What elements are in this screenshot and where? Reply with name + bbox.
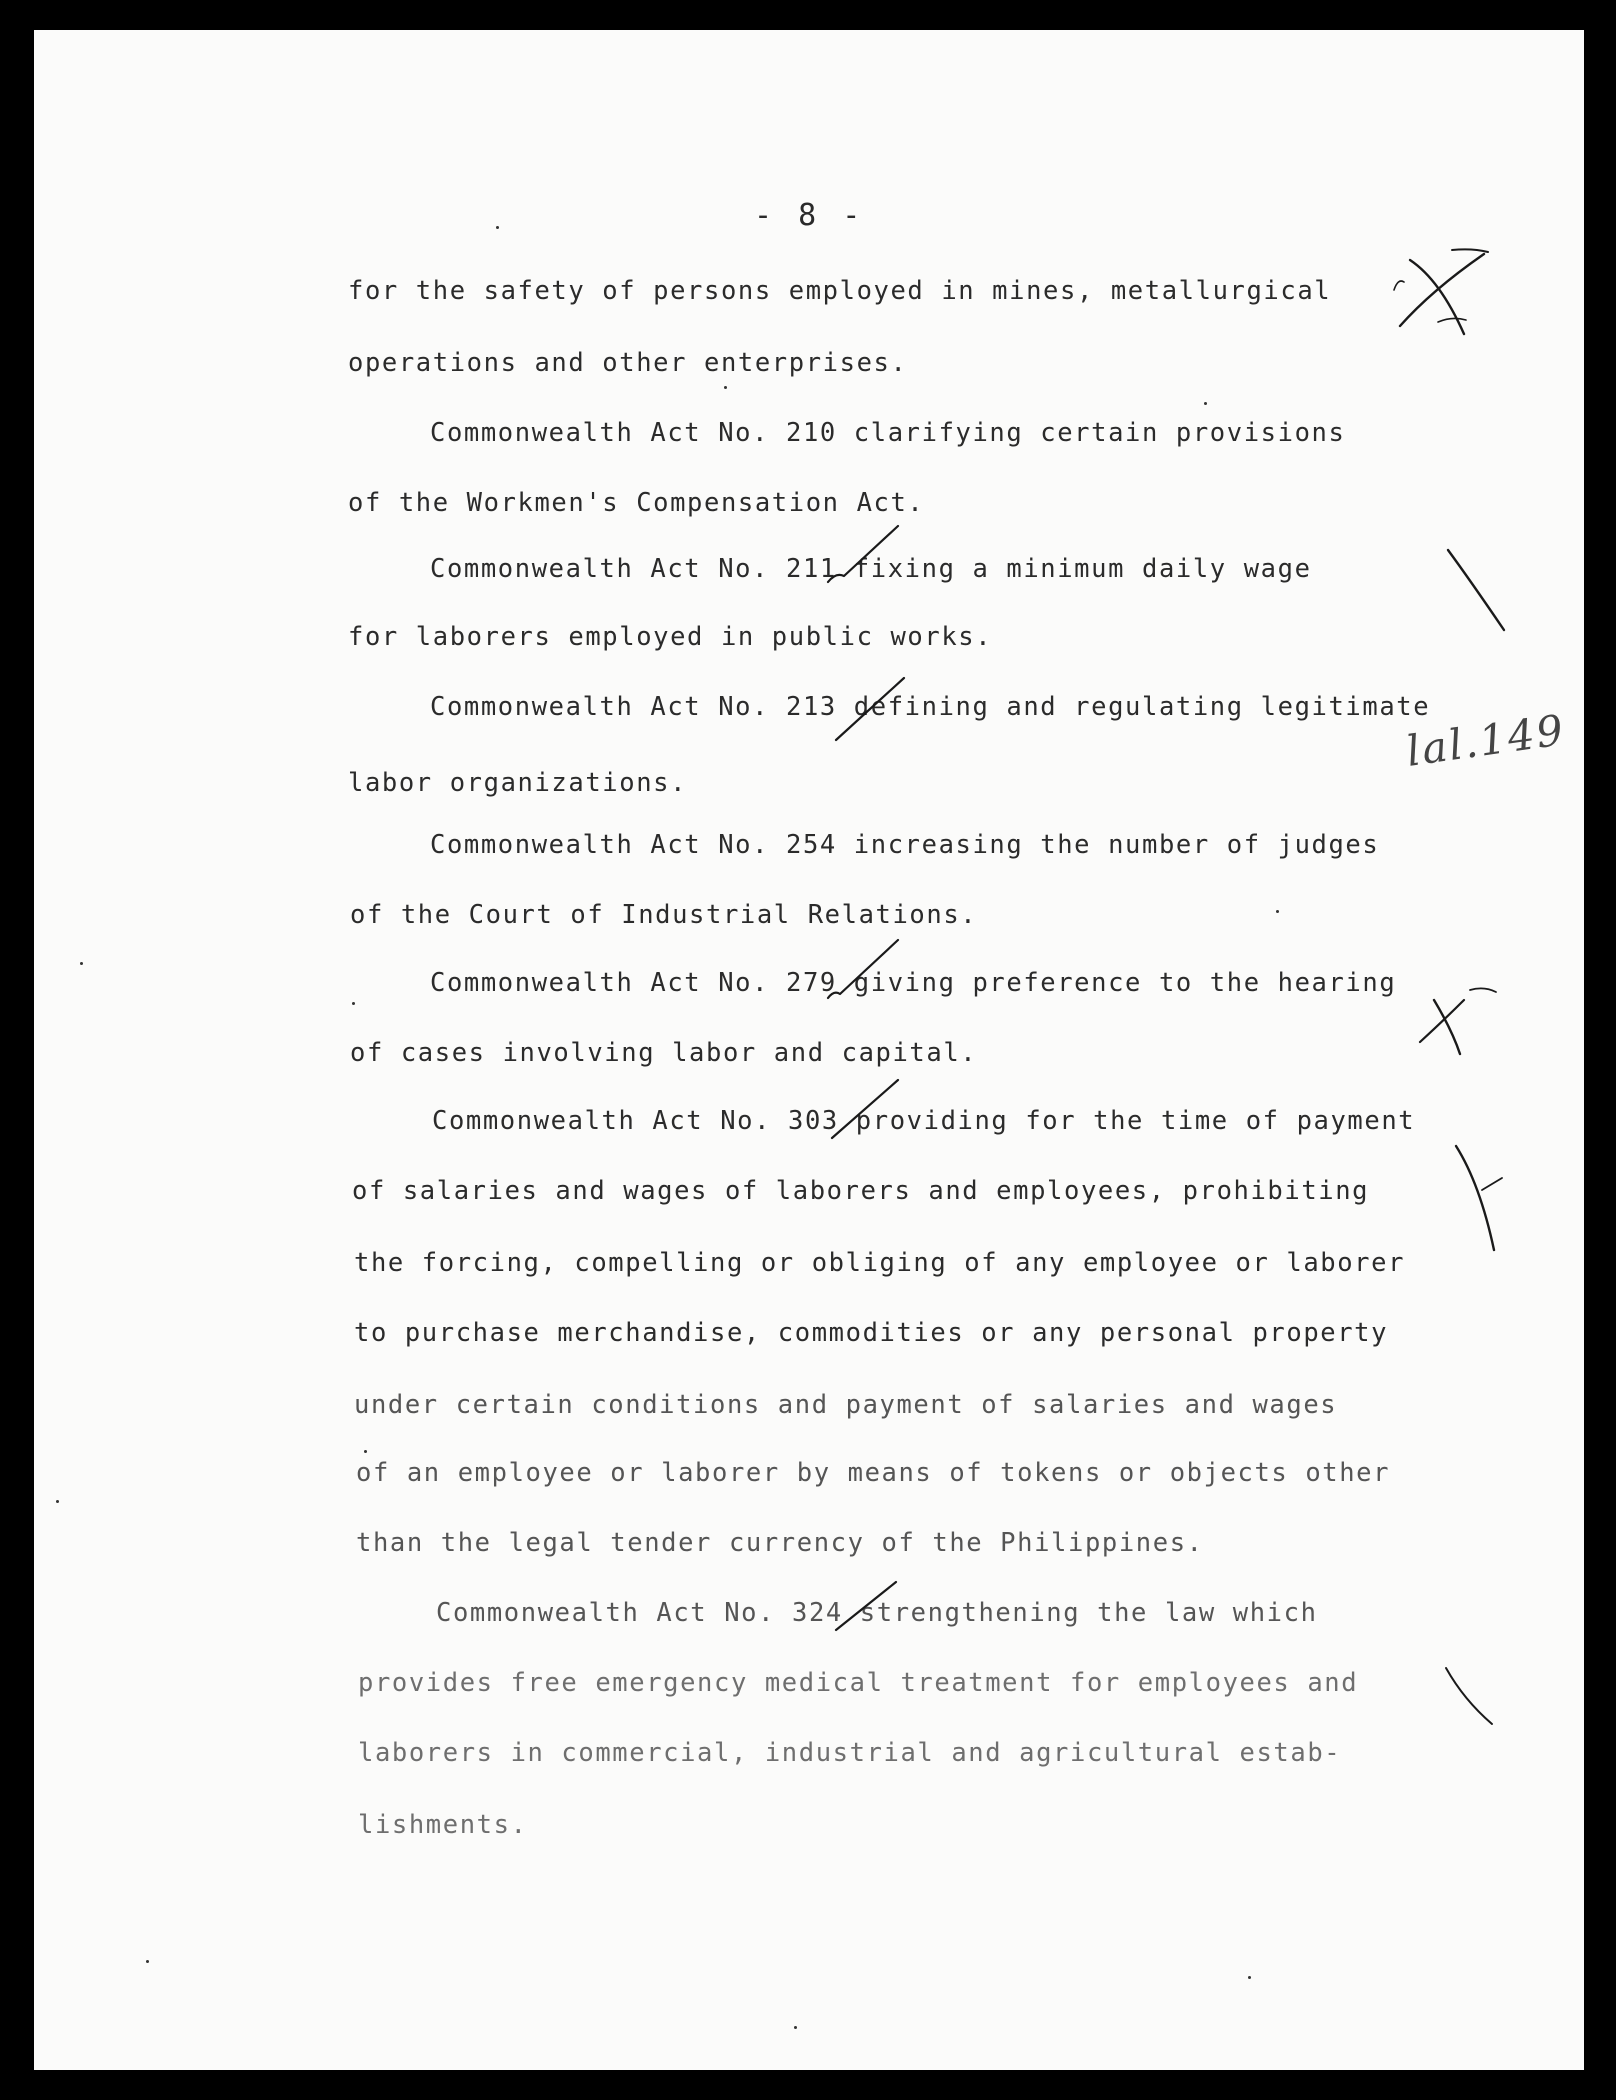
text-line: of the Court of Industrial Relations. [350,900,978,930]
text-line: of an employee or laborer by means of tokens or objects other [356,1458,1391,1488]
text-line: of salaries and wages of laborers and employees, prohibiting [352,1176,1370,1206]
scan-speck [1204,402,1207,405]
text-line: provides free emergency medical treatment for employees and [358,1668,1359,1698]
text-line: of cases involving labor and capital. [350,1038,978,1068]
scan-speck [794,2026,797,2029]
text-line: Commonwealth Act No. 254 increasing the number of judges [430,830,1380,860]
text-line: operations and other enterprises. [348,348,908,378]
page-number: - 8 - [754,198,865,233]
text-line: of the Workmen's Compensation Act. [348,488,925,518]
handwritten-check-mark [830,670,910,750]
text-line: Commonwealth Act No. 213 defining and regulating legitimate [430,692,1431,722]
scan-speck [364,1450,367,1453]
scan-speck [146,1960,149,1963]
handwritten-margin-note: lal.149 [1403,705,1569,776]
text-line: the forcing, compelling or obliging of any employee or laborer [354,1248,1406,1278]
text-line: Commonwealth Act No. 303 providing for the time of payment [432,1106,1416,1136]
text-line: Commonwealth Act No. 324 strengthening the law which [436,1598,1318,1628]
text-line: labor organizations. [348,768,688,798]
scan-speck [1248,1976,1251,1979]
scan-speck [56,1500,59,1503]
text-line: Commonwealth Act No. 279 giving preference to the hearing [430,968,1397,998]
handwritten-check-mark [832,1576,902,1636]
handwritten-margin-mark [1430,530,1520,640]
handwritten-check-mark [826,1074,906,1144]
text-line: for laborers employed in public works. [348,622,993,652]
handwritten-check-mark [824,936,904,1006]
scan-speck [352,1002,355,1005]
scan-speck [1276,910,1279,913]
handwritten-margin-mark [1434,1650,1514,1730]
text-line: for the safety of persons employed in mines, metallurgical [348,276,1332,306]
text-line: Commonwealth Act No. 211 fixing a minimum daily wage [430,554,1312,584]
handwritten-margin-mark [1380,230,1510,350]
text-line: under certain conditions and payment of salaries and wages [354,1390,1338,1420]
handwritten-margin-mark [1442,1130,1522,1260]
document-page [34,30,1584,2070]
text-line: laborers in commercial, industrial and agricultural estab- [358,1738,1342,1768]
text-line: to purchase merchandise, commodities or any personal property [354,1318,1389,1348]
scan-speck [724,386,727,389]
handwritten-check-mark [824,520,904,590]
text-line: Commonwealth Act No. 210 clarifying certain provisions [430,418,1346,448]
text-line: than the legal tender currency of the Philippines. [356,1528,1204,1558]
scan-speck [496,226,499,229]
handwritten-margin-mark [1404,970,1504,1070]
scan-speck [80,962,83,965]
text-line: lishments. [358,1810,528,1840]
